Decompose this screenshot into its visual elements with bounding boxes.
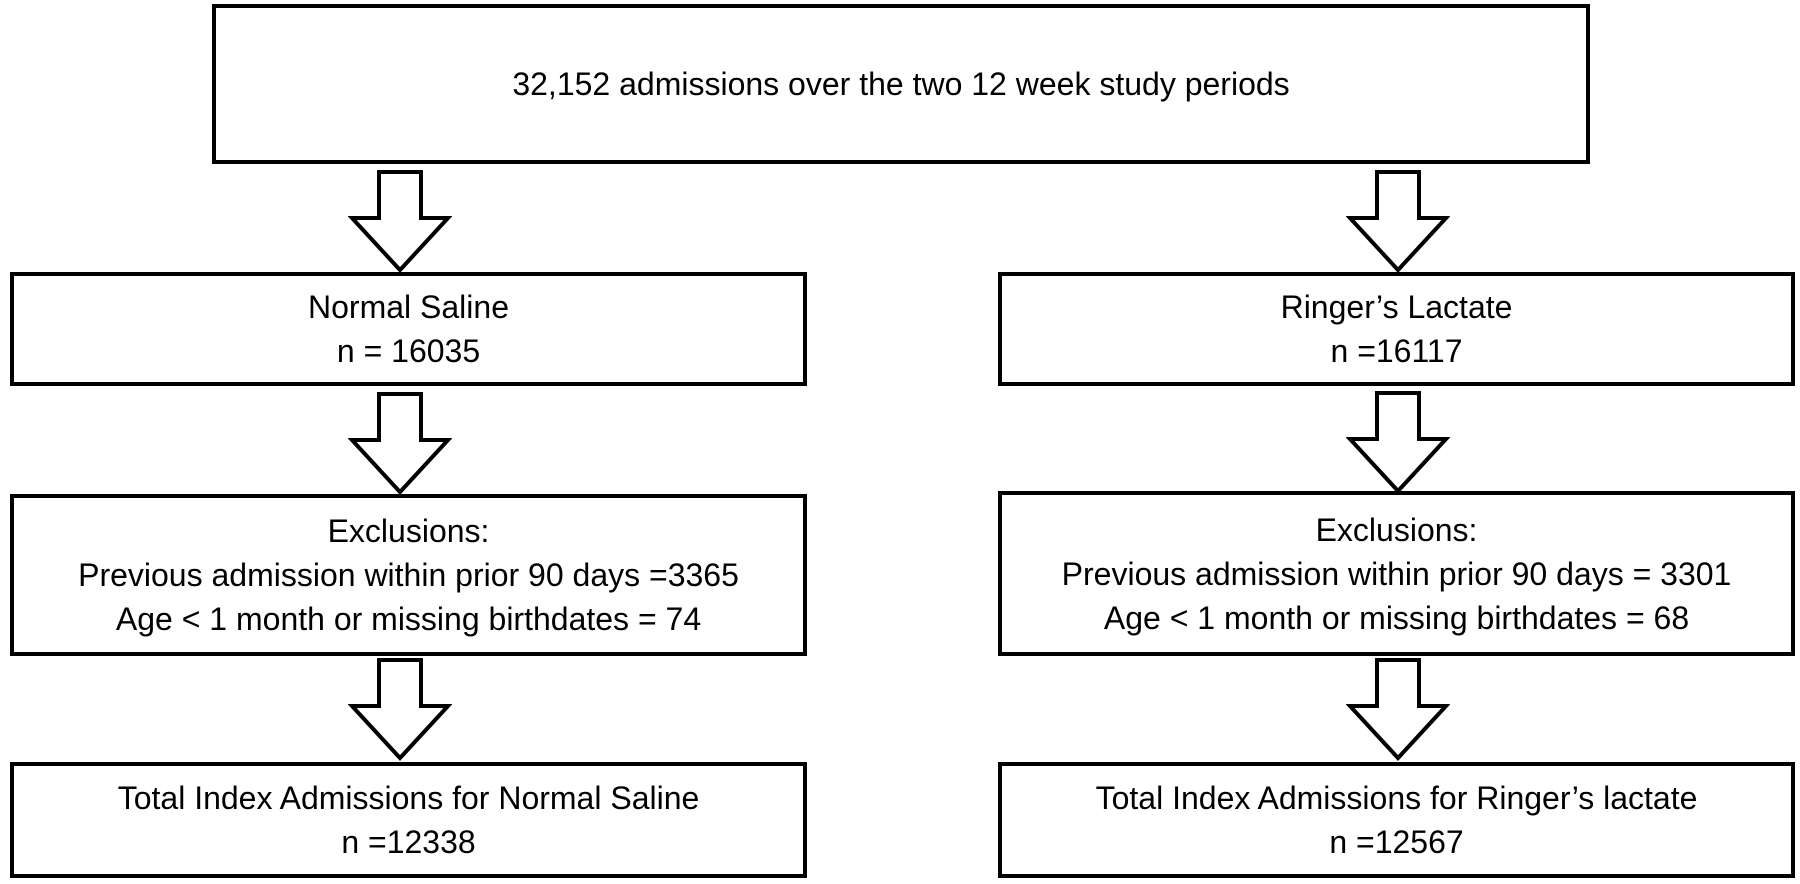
normal-saline-total-title: Total Index Admissions for Normal Saline — [117, 780, 700, 816]
ringers-lactate-group-box — [998, 272, 1795, 386]
down-arrow-icon — [348, 392, 452, 496]
ringers-lactate-previous-admission: Previous admission within prior 90 days = 3301 — [1061, 555, 1732, 592]
ringers-lactate-age-exclusion: Age < 1 month or missing birthdates = 68 — [1103, 599, 1690, 636]
normal-saline-total-box — [10, 762, 807, 878]
normal-saline-previous-admission: Previous admission within prior 90 days =3365 — [78, 557, 739, 593]
down-arrow-icon — [348, 170, 452, 274]
ringers-lactate-count: n =16117 — [1330, 333, 1463, 369]
normal-saline-title: Normal Saline — [308, 289, 509, 325]
normal-saline-exclusions-box — [10, 494, 807, 656]
normal-saline-count: n = 16035 — [336, 333, 481, 369]
down-arrow-icon — [1346, 391, 1450, 495]
ringers-lactate-total-title: Total Index Admissions for Ringer’s lactate — [1095, 780, 1698, 816]
ringers-lactate-exclusions-heading: Exclusions: — [1315, 511, 1478, 548]
study-admissions-text: 32,152 admissions over the two 12 week study periods — [512, 66, 1290, 102]
normal-saline-group-box — [10, 272, 807, 386]
down-arrow-icon — [1346, 170, 1450, 274]
down-arrow-icon — [1346, 658, 1450, 762]
normal-saline-age-exclusion: Age < 1 month or missing birthdates = 74 — [115, 601, 702, 637]
normal-saline-exclusions-heading: Exclusions: — [327, 513, 490, 549]
ringers-lactate-title: Ringer’s Lactate — [1280, 289, 1513, 325]
down-arrow-icon — [348, 658, 452, 762]
study-admissions-box — [212, 4, 1590, 164]
ringers-lactate-total-box — [998, 762, 1795, 878]
ringers-lactate-exclusions-box — [998, 491, 1795, 656]
ringers-lactate-total-count: n =12567 — [1329, 824, 1464, 860]
normal-saline-total-count: n =12338 — [341, 824, 476, 860]
